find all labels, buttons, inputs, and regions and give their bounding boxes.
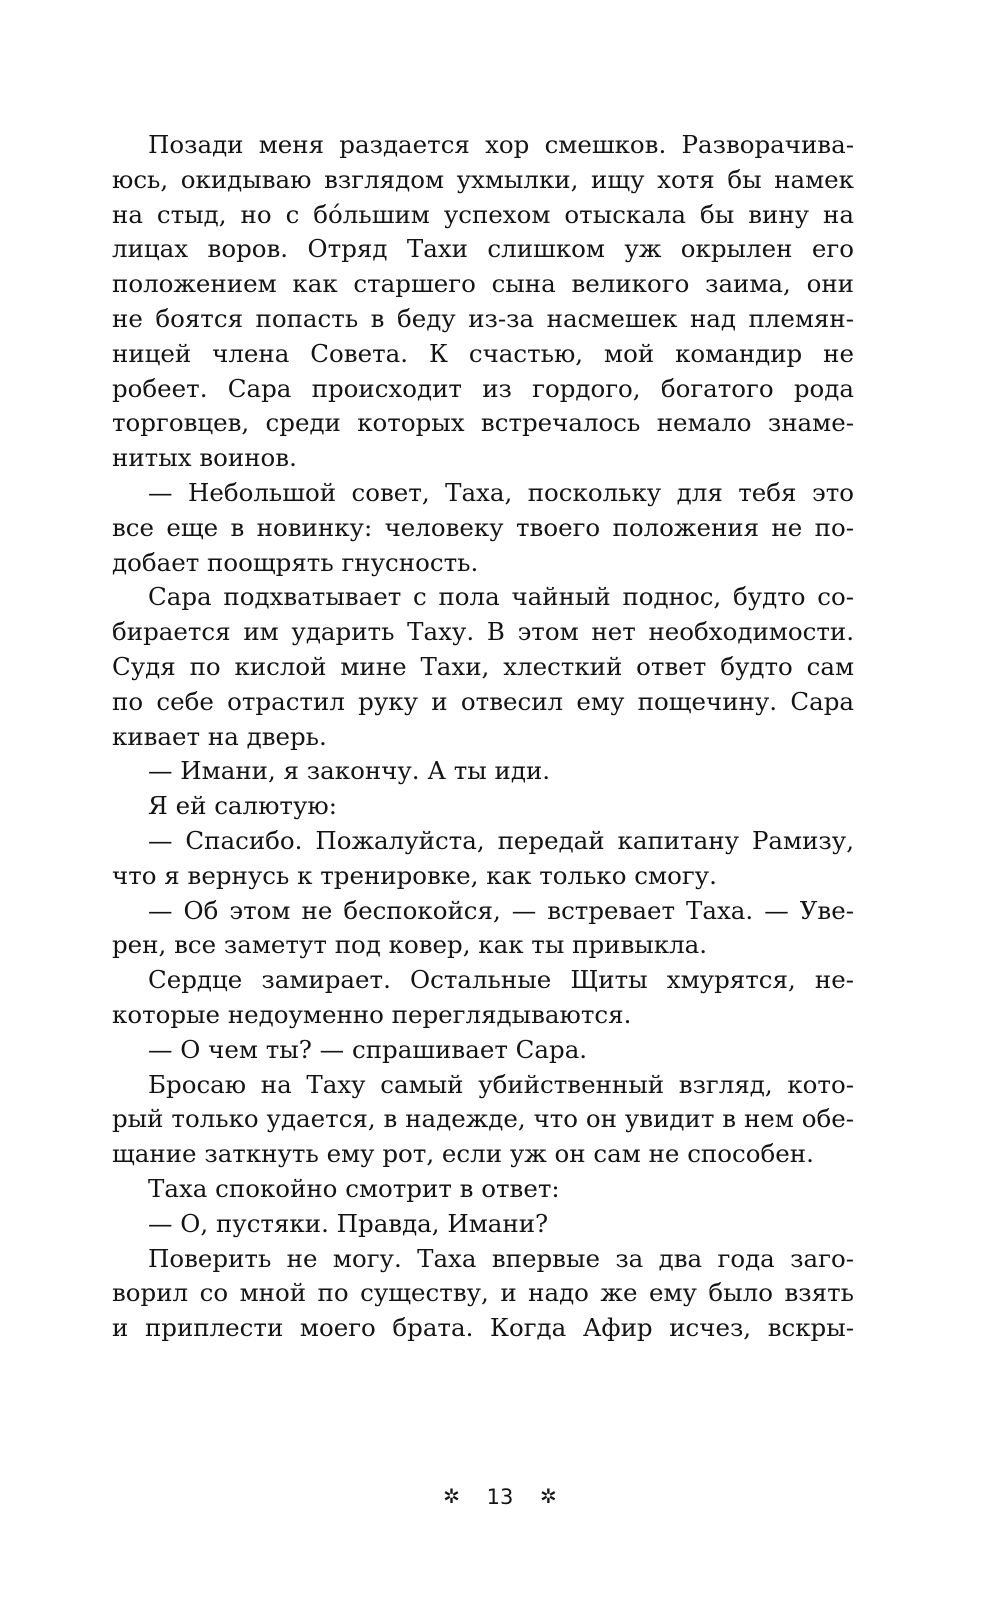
text-line: — Имани, я закончу. А ты иди. <box>148 756 551 786</box>
page-number: 13 <box>486 1485 514 1509</box>
text-line: Позади меня раздается хор смешков. Разворачива- <box>148 130 854 159</box>
text-line: положением как старшего сына великого заима, они <box>112 269 854 299</box>
text-line: которые недоуменно переглядываются. <box>112 999 632 1029</box>
text-line: Поверить не могу. Таха впервые за два года заго- <box>148 1243 854 1273</box>
text-line: ворил со мной по существу, и надо же ему было взять <box>112 1278 854 1308</box>
text-line: торговцев, среди которых встречалось немало знаме- <box>112 408 854 438</box>
text-line: Судя по кислой мине Тахи, хлесткий ответ будто сам <box>112 651 854 681</box>
text-line: лицах воров. Отряд Тахи слишком уж окрылен его <box>112 234 854 264</box>
text-line: бирается им ударить Таху. В этом нет необходимости. <box>112 617 854 647</box>
text-line: Я ей салютую: <box>148 791 337 821</box>
star-ornament-icon: ✲ <box>540 1484 557 1508</box>
text-line: что я вернусь к тренировке, как только смогу. <box>112 860 717 890</box>
text-line: — О чем ты? — спрашивает Сара. <box>148 1034 588 1064</box>
text-line: Таха спокойно смотрит в ответ: <box>148 1173 560 1203</box>
text-line: на стыд, но с бóльшим успехом отыскала бы вину на <box>112 199 854 229</box>
text-line: добает поощрять гнусность. <box>112 547 479 577</box>
page-footer <box>0 1481 1000 1512</box>
text-line: — Небольшой совет, Таха, поскольку для тебя это <box>148 477 854 507</box>
text-line: рен, все заметут под ковер, как ты привыкла. <box>112 930 708 960</box>
text-line: рый только удается, в надежде, что он увидит в нем обе- <box>112 1104 854 1134</box>
text-line: — Об этом не беспокойся, — встревает Таха. — Уве- <box>148 895 854 925</box>
text-line: и приплести моего брата. Когда Афир исчез, вскры- <box>112 1313 854 1343</box>
text-line: — О, пустяки. Правда, Имани? <box>148 1208 549 1238</box>
text-line: все еще в новинку: человеку твоего положения не по- <box>112 512 854 542</box>
text-line: Сара подхватывает с пола чайный поднос, будто со- <box>148 582 854 612</box>
text-line: щание заткнуть ему рот, если уж он сам не способен. <box>112 1139 814 1169</box>
text-line: Сердце замирает. Остальные Щиты хмурятся, не- <box>148 965 854 995</box>
text-line: — Спасибо. Пожалуйста, передай капитану Рамизу, <box>148 825 854 855</box>
text-line: Бросаю на Таху самый убийственный взгляд, кото- <box>148 1069 854 1099</box>
text-line: по себе отрастил руку и отвесил ему пощечину. Сара <box>112 686 854 716</box>
text-line: нитых воинов. <box>112 443 297 473</box>
body-text <box>112 128 854 1346</box>
star-ornament-icon: ✲ <box>443 1484 460 1508</box>
text-line: робеет. Сара происходит из гордого, богатого рода <box>112 373 854 403</box>
text-line: юсь, окидываю взглядом ухмылки, ищу хотя бы намек <box>112 164 854 194</box>
text-line: ницей члена Совета. К счастью, мой командир не <box>112 338 854 368</box>
text-line: не боятся попасть в беду из-за насмешек над племян- <box>112 303 854 333</box>
text-line: кивает на дверь. <box>112 721 327 751</box>
